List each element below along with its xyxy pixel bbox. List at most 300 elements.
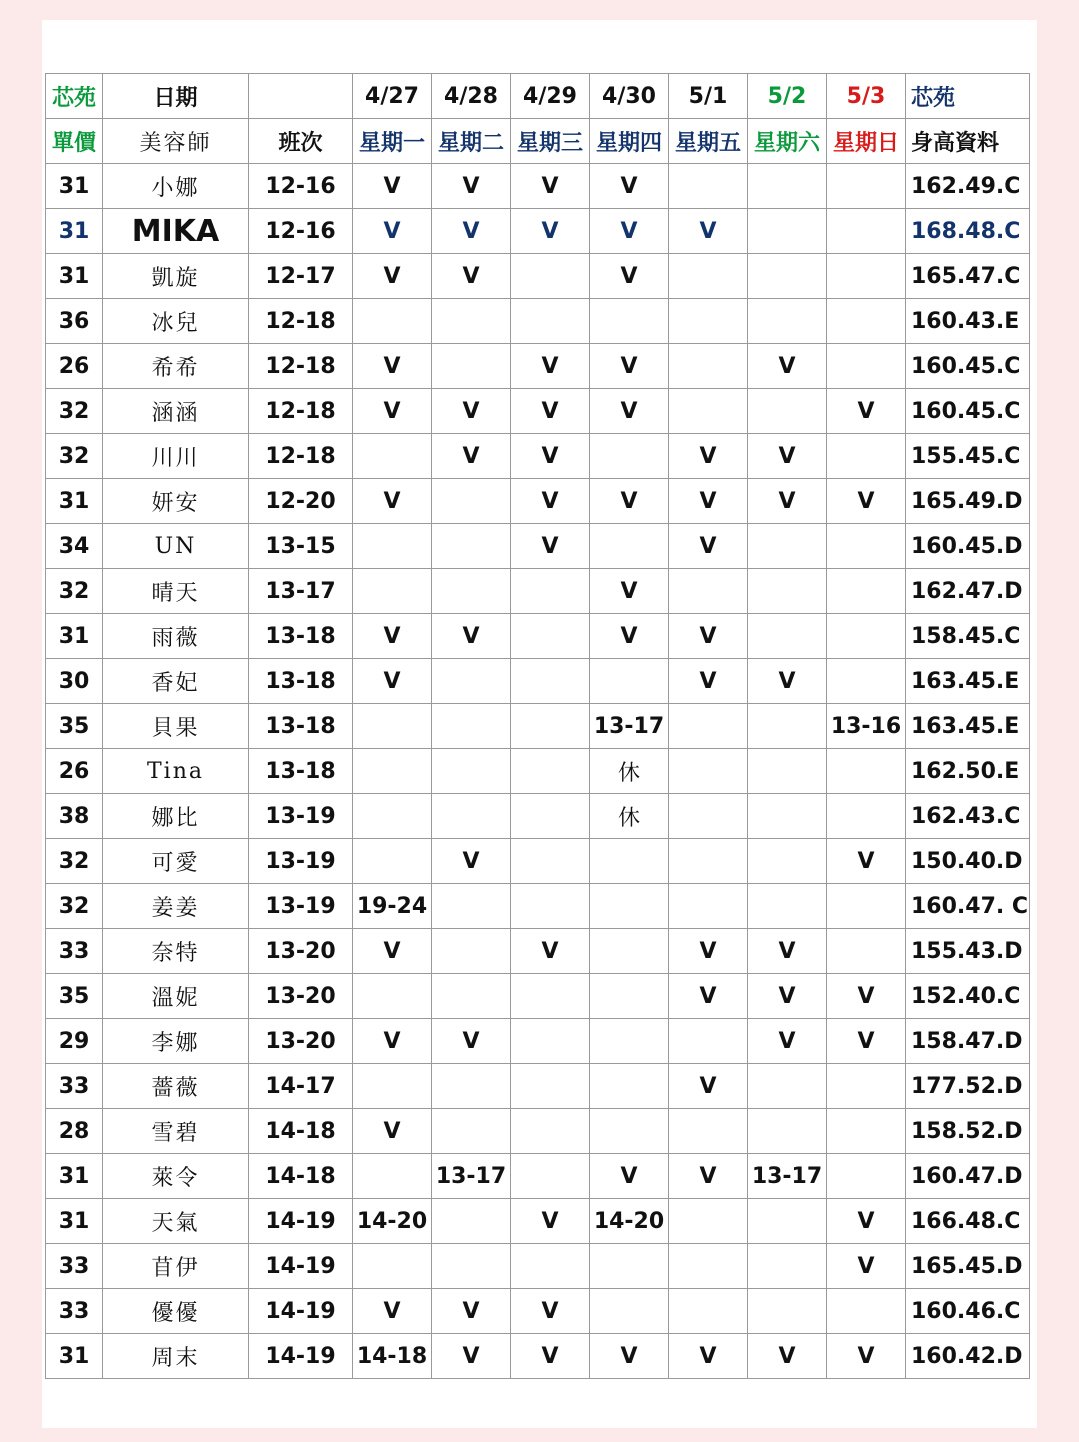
- day-mark-cell: V: [511, 389, 590, 434]
- staff-name-cell: 小娜: [103, 164, 249, 209]
- day-hours-cell: 13-17: [590, 704, 669, 749]
- day-cell: [669, 1019, 748, 1064]
- shift-cell: 14-18: [249, 1109, 353, 1154]
- day-mark-cell: V: [827, 389, 906, 434]
- day-cell: [669, 839, 748, 884]
- day-mark-cell: V: [748, 434, 827, 479]
- staff-name-cell: 姜姜: [103, 884, 249, 929]
- price-cell: 36: [46, 299, 103, 344]
- day-cell: [669, 389, 748, 434]
- day-cell: [748, 884, 827, 929]
- day-cell: [590, 299, 669, 344]
- day-mark-cell: V: [511, 1289, 590, 1334]
- staff-name-cell: 李娜: [103, 1019, 249, 1064]
- day-mark-cell: V: [748, 479, 827, 524]
- day-cell: [669, 1199, 748, 1244]
- staff-row: [46, 569, 1030, 614]
- day-cell: [353, 434, 432, 479]
- price-cell: 33: [46, 1244, 103, 1289]
- day-mark-cell: V: [432, 1289, 511, 1334]
- day-cell: [511, 884, 590, 929]
- height-info-cell: 160.47.D: [906, 1154, 1030, 1199]
- height-info-cell: 165.45.D: [906, 1244, 1030, 1289]
- day-cell: [748, 1289, 827, 1334]
- staff-name-cell: 涵涵: [103, 389, 249, 434]
- day-mark-cell: V: [590, 1334, 669, 1379]
- day-mark-cell: V: [590, 1154, 669, 1199]
- day-mark-cell: V: [511, 434, 590, 479]
- day-mark-cell: V: [669, 1064, 748, 1109]
- day-mark-cell: V: [511, 929, 590, 974]
- height-info-cell: 155.43.D: [906, 929, 1030, 974]
- day-mark-cell: V: [353, 209, 432, 254]
- staff-name-cell: UN: [103, 524, 249, 569]
- height-info-cell: 166.48.C: [906, 1199, 1030, 1244]
- day-mark-cell: V: [748, 1019, 827, 1064]
- day-cell: [669, 254, 748, 299]
- day-cell: [511, 254, 590, 299]
- staff-row: [46, 839, 1030, 884]
- price-cell: 31: [46, 164, 103, 209]
- day-cell: [511, 749, 590, 794]
- staff-name-cell: 周末: [103, 1334, 249, 1379]
- day-cell: [748, 164, 827, 209]
- height-info-cell: 162.47.D: [906, 569, 1030, 614]
- date-cell-saturday: 5/2: [748, 74, 827, 119]
- day-cell: [669, 884, 748, 929]
- staff-name-cell: 香妃: [103, 659, 249, 704]
- day-cell: [669, 794, 748, 839]
- shift-cell: 12-18: [249, 434, 353, 479]
- day-cell: [511, 704, 590, 749]
- day-cell: [353, 299, 432, 344]
- staff-name-cell: 娜比: [103, 794, 249, 839]
- date-cell: 4/30: [590, 74, 669, 119]
- weekday-cell-saturday: 星期六: [748, 119, 827, 164]
- staff-row: [46, 1244, 1030, 1289]
- weekday-cell: 星期一: [353, 119, 432, 164]
- day-cell: [827, 344, 906, 389]
- day-cell: [590, 929, 669, 974]
- day-cell: [827, 659, 906, 704]
- staff-row: [46, 1154, 1030, 1199]
- weekday-cell: 星期五: [669, 119, 748, 164]
- staff-row: [46, 1109, 1030, 1154]
- day-mark-cell: V: [353, 929, 432, 974]
- day-cell: [748, 389, 827, 434]
- staff-name-cell: 天氣: [103, 1199, 249, 1244]
- day-mark-cell: V: [748, 929, 827, 974]
- day-cell: [748, 1109, 827, 1154]
- day-cell: [748, 524, 827, 569]
- price-cell: 38: [46, 794, 103, 839]
- day-cell: [511, 839, 590, 884]
- shift-cell: 13-18: [249, 749, 353, 794]
- day-hours-cell: 19-24: [353, 884, 432, 929]
- price-cell: 28: [46, 1109, 103, 1154]
- empty-header-cell: [249, 74, 353, 119]
- day-mark-cell: V: [669, 479, 748, 524]
- info-label: 身高資料: [906, 119, 1030, 164]
- day-mark-cell: V: [827, 1334, 906, 1379]
- price-cell: 32: [46, 839, 103, 884]
- staff-name-cell: 貝果: [103, 704, 249, 749]
- price-cell: 35: [46, 704, 103, 749]
- day-cell: [748, 569, 827, 614]
- shift-cell: 12-18: [249, 344, 353, 389]
- day-mark-cell: V: [432, 434, 511, 479]
- shift-cell: 12-18: [249, 389, 353, 434]
- day-cell: [353, 839, 432, 884]
- staff-row: [46, 749, 1030, 794]
- day-off-cell: 休: [590, 749, 669, 794]
- staff-row: [46, 1199, 1030, 1244]
- day-mark-cell: V: [827, 974, 906, 1019]
- staff-row: [46, 209, 1030, 254]
- day-mark-cell: V: [590, 614, 669, 659]
- height-info-cell: 160.43.E: [906, 299, 1030, 344]
- day-cell: [827, 794, 906, 839]
- price-cell: 31: [46, 1154, 103, 1199]
- day-cell: [511, 974, 590, 1019]
- day-mark-cell: V: [511, 164, 590, 209]
- day-cell: [669, 569, 748, 614]
- day-cell: [590, 1019, 669, 1064]
- staff-row: [46, 164, 1030, 209]
- day-mark-cell: V: [748, 1334, 827, 1379]
- staff-name-cell: 妍安: [103, 479, 249, 524]
- day-cell: [827, 1154, 906, 1199]
- schedule-table: [45, 73, 1030, 1379]
- date-label: 日期: [103, 74, 249, 119]
- day-mark-cell: V: [669, 659, 748, 704]
- date-cell: 4/29: [511, 74, 590, 119]
- day-cell: [511, 569, 590, 614]
- day-cell: [511, 614, 590, 659]
- day-cell: [827, 299, 906, 344]
- day-cell: [432, 1199, 511, 1244]
- day-cell: [353, 1064, 432, 1109]
- day-cell: [827, 1064, 906, 1109]
- day-mark-cell: V: [353, 479, 432, 524]
- staff-label: 美容師: [103, 119, 249, 164]
- day-cell: [353, 1154, 432, 1199]
- height-info-cell: 155.45.C: [906, 434, 1030, 479]
- shift-cell: 13-17: [249, 569, 353, 614]
- day-hours-cell: 14-20: [590, 1199, 669, 1244]
- shift-cell: 13-19: [249, 884, 353, 929]
- day-cell: [748, 1199, 827, 1244]
- shift-cell: 14-19: [249, 1199, 353, 1244]
- weekday-cell-sunday: 星期日: [827, 119, 906, 164]
- day-cell: [353, 749, 432, 794]
- staff-name-cell: 奈特: [103, 929, 249, 974]
- height-info-cell: 160.45.C: [906, 344, 1030, 389]
- day-cell: [511, 1019, 590, 1064]
- shift-cell: 14-19: [249, 1244, 353, 1289]
- height-info-cell: 150.40.D: [906, 839, 1030, 884]
- day-mark-cell: V: [432, 1019, 511, 1064]
- price-cell: 30: [46, 659, 103, 704]
- price-cell: 32: [46, 389, 103, 434]
- day-cell: [432, 974, 511, 1019]
- shift-cell: 13-18: [249, 704, 353, 749]
- day-mark-cell: V: [827, 839, 906, 884]
- height-info-cell: 152.40.C: [906, 974, 1030, 1019]
- day-cell: [827, 614, 906, 659]
- day-mark-cell: V: [353, 1019, 432, 1064]
- day-mark-cell: V: [827, 1019, 906, 1064]
- day-cell: [827, 884, 906, 929]
- day-mark-cell: V: [590, 209, 669, 254]
- day-cell: [669, 1109, 748, 1154]
- day-hours-cell: 14-20: [353, 1199, 432, 1244]
- staff-name-cell: 雪碧: [103, 1109, 249, 1154]
- day-mark-cell: V: [353, 659, 432, 704]
- day-cell: [432, 659, 511, 704]
- staff-row: [46, 299, 1030, 344]
- staff-name-cell: Tina: [103, 749, 249, 794]
- day-cell: [511, 1154, 590, 1199]
- staff-row: [46, 659, 1030, 704]
- price-cell: 26: [46, 749, 103, 794]
- day-cell: [590, 1064, 669, 1109]
- height-info-cell: 158.47.D: [906, 1019, 1030, 1064]
- day-mark-cell: V: [511, 209, 590, 254]
- height-info-cell: 160.46.C: [906, 1289, 1030, 1334]
- day-mark-cell: V: [511, 524, 590, 569]
- day-mark-cell: V: [669, 929, 748, 974]
- day-mark-cell: V: [432, 614, 511, 659]
- day-cell: [353, 1244, 432, 1289]
- day-cell: [827, 569, 906, 614]
- day-cell: [432, 344, 511, 389]
- day-cell: [511, 299, 590, 344]
- day-cell: [353, 974, 432, 1019]
- staff-row: [46, 434, 1030, 479]
- day-cell: [827, 524, 906, 569]
- day-mark-cell: V: [669, 434, 748, 479]
- day-cell: [432, 884, 511, 929]
- day-cell: [669, 1244, 748, 1289]
- shift-cell: 14-19: [249, 1289, 353, 1334]
- height-info-cell: 177.52.D: [906, 1064, 1030, 1109]
- day-cell: [432, 569, 511, 614]
- day-mark-cell: V: [353, 614, 432, 659]
- height-info-cell: 168.48.C: [906, 209, 1030, 254]
- day-cell: [748, 794, 827, 839]
- price-cell: 31: [46, 1334, 103, 1379]
- date-cell: 4/28: [432, 74, 511, 119]
- day-mark-cell: V: [827, 479, 906, 524]
- staff-name-cell: 雨薇: [103, 614, 249, 659]
- day-mark-cell: V: [590, 389, 669, 434]
- staff-name-cell: 溫妮: [103, 974, 249, 1019]
- day-cell: [748, 254, 827, 299]
- staff-name-cell: 凱旋: [103, 254, 249, 299]
- shift-cell: 14-17: [249, 1064, 353, 1109]
- day-cell: [669, 704, 748, 749]
- staff-row: [46, 1334, 1030, 1379]
- staff-row: [46, 389, 1030, 434]
- day-cell: [669, 1289, 748, 1334]
- day-mark-cell: V: [353, 389, 432, 434]
- day-mark-cell: V: [590, 254, 669, 299]
- day-cell: [748, 839, 827, 884]
- day-hours-cell: 13-16: [827, 704, 906, 749]
- day-cell: [748, 1244, 827, 1289]
- shift-cell: 13-19: [249, 839, 353, 884]
- shift-cell: 12-20: [249, 479, 353, 524]
- shift-cell: 12-18: [249, 299, 353, 344]
- staff-name-cell: 苜伊: [103, 1244, 249, 1289]
- day-cell: [827, 209, 906, 254]
- day-cell: [827, 254, 906, 299]
- price-cell: 33: [46, 1064, 103, 1109]
- price-cell: 33: [46, 1289, 103, 1334]
- day-cell: [669, 164, 748, 209]
- staff-row: [46, 1289, 1030, 1334]
- day-mark-cell: V: [827, 1244, 906, 1289]
- day-hours-cell: 13-17: [748, 1154, 827, 1199]
- staff-row: [46, 929, 1030, 974]
- height-info-cell: 165.47.C: [906, 254, 1030, 299]
- price-cell: 31: [46, 254, 103, 299]
- staff-row: [46, 704, 1030, 749]
- height-info-cell: 158.52.D: [906, 1109, 1030, 1154]
- day-mark-cell: V: [432, 1334, 511, 1379]
- staff-row: [46, 524, 1030, 569]
- day-cell: [827, 929, 906, 974]
- day-mark-cell: V: [353, 1109, 432, 1154]
- height-info-cell: 160.45.C: [906, 389, 1030, 434]
- staff-row: [46, 254, 1030, 299]
- staff-name-cell: 萊令: [103, 1154, 249, 1199]
- staff-row: [46, 794, 1030, 839]
- day-mark-cell: V: [353, 254, 432, 299]
- day-cell: [590, 1289, 669, 1334]
- height-info-cell: 162.43.C: [906, 794, 1030, 839]
- day-cell: [590, 1109, 669, 1154]
- day-cell: [827, 749, 906, 794]
- brand-label: 芯苑: [46, 74, 103, 119]
- day-cell: [748, 299, 827, 344]
- shift-cell: 14-19: [249, 1334, 353, 1379]
- day-cell: [511, 1244, 590, 1289]
- day-hours-cell: 13-17: [432, 1154, 511, 1199]
- height-info-cell: 160.47. C: [906, 884, 1030, 929]
- staff-name-cell: 優優: [103, 1289, 249, 1334]
- day-cell: [590, 1244, 669, 1289]
- height-info-cell: 163.45.E: [906, 659, 1030, 704]
- day-mark-cell: V: [590, 479, 669, 524]
- price-cell: 34: [46, 524, 103, 569]
- shift-cell: 13-20: [249, 929, 353, 974]
- day-mark-cell: V: [669, 1154, 748, 1199]
- day-mark-cell: V: [511, 479, 590, 524]
- day-mark-cell: V: [748, 344, 827, 389]
- price-cell: 26: [46, 344, 103, 389]
- day-cell: [432, 704, 511, 749]
- height-info-cell: 158.45.C: [906, 614, 1030, 659]
- day-cell: [827, 164, 906, 209]
- day-cell: [590, 659, 669, 704]
- weekday-cell: 星期二: [432, 119, 511, 164]
- price-cell: 31: [46, 614, 103, 659]
- day-mark-cell: V: [432, 389, 511, 434]
- day-cell: [748, 704, 827, 749]
- day-mark-cell: V: [511, 344, 590, 389]
- day-cell: [590, 434, 669, 479]
- price-label: 單價: [46, 119, 103, 164]
- staff-row: [46, 614, 1030, 659]
- date-cell: 4/27: [353, 74, 432, 119]
- day-cell: [511, 1064, 590, 1109]
- staff-name-cell: 川川: [103, 434, 249, 479]
- staff-name-cell: MIKA: [103, 209, 249, 254]
- weekday-cell: 星期四: [590, 119, 669, 164]
- price-cell: 32: [46, 569, 103, 614]
- day-mark-cell: V: [590, 344, 669, 389]
- staff-name-cell: 可愛: [103, 839, 249, 884]
- staff-row: [46, 479, 1030, 524]
- day-mark-cell: V: [432, 254, 511, 299]
- day-mark-cell: V: [748, 974, 827, 1019]
- header-row-weekdays: [46, 119, 1030, 164]
- day-cell: [748, 614, 827, 659]
- shift-cell: 12-16: [249, 209, 353, 254]
- day-mark-cell: V: [669, 1334, 748, 1379]
- day-cell: [669, 749, 748, 794]
- day-cell: [748, 1064, 827, 1109]
- day-cell: [590, 839, 669, 884]
- day-cell: [590, 884, 669, 929]
- day-cell: [827, 1289, 906, 1334]
- price-cell: 31: [46, 1199, 103, 1244]
- day-cell: [353, 524, 432, 569]
- day-mark-cell: V: [432, 209, 511, 254]
- day-cell: [827, 1109, 906, 1154]
- shift-cell: 14-18: [249, 1154, 353, 1199]
- staff-row: [46, 1064, 1030, 1109]
- height-info-cell: 163.45.E: [906, 704, 1030, 749]
- day-cell: [432, 1064, 511, 1109]
- day-mark-cell: V: [669, 614, 748, 659]
- staff-row: [46, 884, 1030, 929]
- day-mark-cell: V: [827, 1199, 906, 1244]
- day-mark-cell: V: [432, 164, 511, 209]
- day-mark-cell: V: [353, 1289, 432, 1334]
- height-info-cell: 162.50.E: [906, 749, 1030, 794]
- day-off-cell: 休: [590, 794, 669, 839]
- day-cell: [432, 1109, 511, 1154]
- height-info-cell: 162.49.C: [906, 164, 1030, 209]
- day-hours-cell: 14-18: [353, 1334, 432, 1379]
- price-cell: 31: [46, 479, 103, 524]
- price-cell: 32: [46, 434, 103, 479]
- price-cell: 29: [46, 1019, 103, 1064]
- weekday-cell: 星期三: [511, 119, 590, 164]
- date-cell: 5/1: [669, 74, 748, 119]
- day-cell: [511, 659, 590, 704]
- day-cell: [669, 299, 748, 344]
- shift-cell: 13-20: [249, 1019, 353, 1064]
- day-mark-cell: V: [669, 524, 748, 569]
- day-cell: [432, 749, 511, 794]
- price-cell: 33: [46, 929, 103, 974]
- info-brand-label: 芯苑: [906, 74, 1030, 119]
- height-info-cell: 165.49.D: [906, 479, 1030, 524]
